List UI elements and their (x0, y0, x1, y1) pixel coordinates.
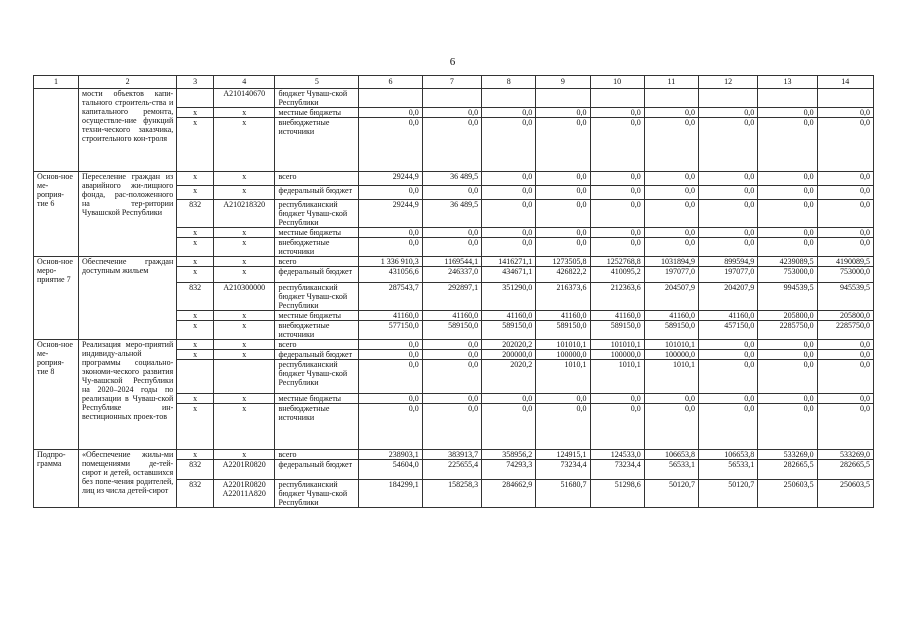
value-cell: 0,0 (422, 360, 481, 394)
funding-source-cell: республиканский бюджет Чуваш-ской Республики (275, 480, 359, 508)
column-header-10: 10 (590, 76, 644, 89)
header-row (34, 76, 874, 89)
value-cell: 101010,1 (644, 340, 698, 350)
value-cell: 0,0 (482, 172, 536, 186)
value-cell: 50120,7 (644, 480, 698, 508)
table-row (34, 172, 874, 186)
value-cell: 0,0 (644, 172, 698, 186)
value-cell: 56533,1 (644, 460, 698, 480)
ministry-code-cell: х (177, 257, 214, 267)
column-header-7: 7 (422, 76, 481, 89)
value-cell: 2020,2 (482, 360, 536, 394)
value-cell: 0,0 (482, 108, 536, 118)
value-cell: 0,0 (590, 200, 644, 228)
ministry-code-cell: 832 (177, 283, 214, 311)
value-cell: 4190089,5 (817, 257, 873, 267)
table-row (34, 257, 874, 267)
value-cell: 184299,1 (359, 480, 422, 508)
column-header-13: 13 (758, 76, 817, 89)
value-cell: 0,0 (758, 118, 817, 172)
value-cell: 0,0 (359, 340, 422, 350)
ministry-code-cell: х (177, 394, 214, 404)
value-cell: 0,0 (590, 172, 644, 186)
value-cell: 0,0 (698, 118, 757, 172)
value-cell: 0,0 (536, 228, 590, 238)
value-cell: 0,0 (590, 238, 644, 257)
funding-source-cell: внебюджетные источники (275, 238, 359, 257)
column-header-5: 5 (275, 76, 359, 89)
value-cell: 238903,1 (359, 450, 422, 460)
value-cell: 0,0 (817, 404, 873, 450)
value-cell: 994539,5 (758, 283, 817, 311)
event-name-cell: Переселение граждан из аварийного жи-лищного фонда, рас-положенного на тер-ритории Чувашской Республики (79, 172, 177, 257)
value-cell: 0,0 (359, 360, 422, 394)
value-cell: 0,0 (758, 394, 817, 404)
target-code-cell: А210218320 (214, 200, 275, 228)
value-cell: 0,0 (590, 394, 644, 404)
value-cell: 284662,9 (482, 480, 536, 508)
value-cell: 0,0 (698, 186, 757, 200)
ministry-code-cell: х (177, 172, 214, 186)
ministry-code-cell: 832 (177, 480, 214, 508)
value-cell: 36 489,5 (422, 200, 481, 228)
value-cell: 0,0 (422, 340, 481, 350)
column-header-14: 14 (817, 76, 873, 89)
value-cell: 282665,5 (817, 460, 873, 480)
value-cell: 41160,0 (698, 311, 757, 321)
value-cell: 0,0 (482, 394, 536, 404)
value-cell: 431056,6 (359, 267, 422, 283)
value-cell (422, 89, 481, 108)
value-cell: 0,0 (482, 238, 536, 257)
value-cell: 0,0 (482, 200, 536, 228)
table-row (34, 89, 874, 108)
target-code-cell: х (214, 450, 275, 460)
value-cell: 51298,6 (590, 480, 644, 508)
value-cell: 589150,0 (482, 321, 536, 340)
value-cell: 457150,0 (698, 321, 757, 340)
ministry-code-cell: х (177, 311, 214, 321)
value-cell: 1169544,1 (422, 257, 481, 267)
value-cell: 589150,0 (590, 321, 644, 340)
value-cell: 426822,2 (536, 267, 590, 283)
value-cell: 0,0 (536, 404, 590, 450)
funding-source-cell: республиканский бюджет Чуваш-ской Республики (275, 283, 359, 311)
value-cell: 197077,0 (644, 267, 698, 283)
value-cell: 0,0 (536, 108, 590, 118)
target-code-cell: х (214, 228, 275, 238)
ministry-code-cell (177, 360, 214, 394)
target-code-cell: А2201R0820 (214, 460, 275, 480)
target-code-cell: х (214, 257, 275, 267)
value-cell: 0,0 (536, 394, 590, 404)
event-name-cell: мости объектов капи-тального строитель-ства и капитального ремонта, осуществле-ние функций техни-ческого заказчика, строительного кон-троля (79, 89, 177, 172)
value-cell: 577150,0 (359, 321, 422, 340)
value-cell: 41160,0 (359, 311, 422, 321)
value-cell: 56533,1 (698, 460, 757, 480)
value-cell: 0,0 (359, 186, 422, 200)
value-cell: 200000,0 (482, 350, 536, 360)
value-cell: 29244,9 (359, 200, 422, 228)
event-name-cell: Реализация меро-приятий индивиду-альной программы социально-экономи-ческого развития Чу-вашской Республики на 2020–2024 годы по реализации в Чуваш-ской Республике ин-вестиционных проек-тов (79, 340, 177, 450)
value-cell: 410095,2 (590, 267, 644, 283)
value-cell: 0,0 (359, 404, 422, 450)
value-cell: 124915,1 (536, 450, 590, 460)
value-cell: 0,0 (644, 394, 698, 404)
value-cell: 0,0 (359, 238, 422, 257)
value-cell: 106653,8 (698, 450, 757, 460)
value-cell: 101010,1 (590, 340, 644, 350)
value-cell: 54604,0 (359, 460, 422, 480)
value-cell: 1 336 910,3 (359, 257, 422, 267)
ministry-code-cell: 832 (177, 460, 214, 480)
value-cell: 0,0 (590, 404, 644, 450)
funding-source-cell: местные бюджеты (275, 228, 359, 238)
value-cell: 945539,5 (817, 283, 873, 311)
value-cell: 358956,2 (482, 450, 536, 460)
value-cell: 2285750,0 (817, 321, 873, 340)
value-cell: 250603,5 (817, 480, 873, 508)
value-cell: 0,0 (817, 350, 873, 360)
value-cell: 0,0 (698, 360, 757, 394)
value-cell: 0,0 (817, 340, 873, 350)
funding-source-cell: всего (275, 450, 359, 460)
value-cell: 73234,4 (536, 460, 590, 480)
value-cell: 0,0 (422, 404, 481, 450)
value-cell: 41160,0 (482, 311, 536, 321)
value-cell (590, 89, 644, 108)
value-cell: 0,0 (817, 172, 873, 186)
value-cell: 0,0 (758, 200, 817, 228)
column-header-6: 6 (359, 76, 422, 89)
value-cell: 124533,0 (590, 450, 644, 460)
value-cell (644, 89, 698, 108)
funding-source-cell: федеральный бюджет (275, 186, 359, 200)
value-cell: 0,0 (817, 360, 873, 394)
value-cell: 533269,0 (817, 450, 873, 460)
target-code-cell: х (214, 172, 275, 186)
event-type-cell: Основ-ное меро-приятие 7 (34, 257, 79, 340)
value-cell: 101010,1 (536, 340, 590, 350)
value-cell: 753000,0 (817, 267, 873, 283)
value-cell: 0,0 (536, 172, 590, 186)
value-cell: 0,0 (758, 186, 817, 200)
value-cell: 0,0 (422, 108, 481, 118)
funding-source-cell: внебюджетные источники (275, 321, 359, 340)
target-code-cell (214, 360, 275, 394)
value-cell: 212363,6 (590, 283, 644, 311)
value-cell: 106653,8 (644, 450, 698, 460)
value-cell: 0,0 (644, 108, 698, 118)
funding-source-cell: внебюджетные источники (275, 118, 359, 172)
target-code-cell: х (214, 267, 275, 283)
funding-source-cell: всего (275, 172, 359, 186)
column-header-2: 2 (79, 76, 177, 89)
value-cell: 204207,9 (698, 283, 757, 311)
value-cell (698, 89, 757, 108)
value-cell: 0,0 (758, 360, 817, 394)
value-cell: 434671,1 (482, 267, 536, 283)
funding-source-cell: республиканский бюджет Чуваш-ской Республики (275, 200, 359, 228)
value-cell: 0,0 (359, 350, 422, 360)
value-cell: 0,0 (698, 340, 757, 350)
value-cell: 0,0 (758, 340, 817, 350)
value-cell: 29244,9 (359, 172, 422, 186)
table-row (34, 340, 874, 350)
value-cell: 0,0 (590, 186, 644, 200)
value-cell: 899594,9 (698, 257, 757, 267)
value-cell: 383913,7 (422, 450, 481, 460)
value-cell: 0,0 (644, 228, 698, 238)
value-cell: 197077,0 (698, 267, 757, 283)
value-cell (482, 89, 536, 108)
funding-source-cell: всего (275, 257, 359, 267)
value-cell: 74293,3 (482, 460, 536, 480)
target-code-cell: А210300000 (214, 283, 275, 311)
value-cell: 225655,4 (422, 460, 481, 480)
ministry-code-cell: 832 (177, 200, 214, 228)
value-cell: 0,0 (644, 118, 698, 172)
target-code-cell: х (214, 118, 275, 172)
column-header-3: 3 (177, 76, 214, 89)
target-code-cell: х (214, 404, 275, 450)
ministry-code-cell: х (177, 340, 214, 350)
target-code-cell: х (214, 108, 275, 118)
value-cell: 41160,0 (422, 311, 481, 321)
value-cell: 0,0 (758, 238, 817, 257)
value-cell: 0,0 (698, 404, 757, 450)
value-cell: 4239089,5 (758, 257, 817, 267)
value-cell: 1010,1 (590, 360, 644, 394)
page-number: 6 (449, 56, 456, 68)
value-cell: 0,0 (698, 228, 757, 238)
value-cell: 0,0 (817, 118, 873, 172)
value-cell: 0,0 (698, 350, 757, 360)
value-cell: 0,0 (758, 228, 817, 238)
target-code-cell: х (214, 321, 275, 340)
value-cell: 0,0 (590, 118, 644, 172)
target-code-cell: х (214, 350, 275, 360)
value-cell: 0,0 (817, 228, 873, 238)
value-cell: 287543,7 (359, 283, 422, 311)
value-cell: 0,0 (536, 118, 590, 172)
funding-source-cell: федеральный бюджет (275, 460, 359, 480)
target-code-cell: х (214, 311, 275, 321)
value-cell: 0,0 (422, 186, 481, 200)
value-cell: 158258,3 (422, 480, 481, 508)
value-cell: 1031894,9 (644, 257, 698, 267)
target-code-cell: х (214, 186, 275, 200)
funding-source-cell: республиканский бюджет Чуваш-ской Республики (275, 360, 359, 394)
ministry-code-cell: х (177, 186, 214, 200)
value-cell: 250603,5 (758, 480, 817, 508)
funding-source-cell: местные бюджеты (275, 311, 359, 321)
value-cell (817, 89, 873, 108)
value-cell: 0,0 (422, 228, 481, 238)
value-cell: 0,0 (817, 200, 873, 228)
value-cell: 100000,0 (536, 350, 590, 360)
value-cell: 0,0 (590, 228, 644, 238)
funding-source-cell: всего (275, 340, 359, 350)
value-cell: 73234,4 (590, 460, 644, 480)
target-code-cell: х (214, 238, 275, 257)
value-cell: 0,0 (644, 238, 698, 257)
value-cell: 41160,0 (644, 311, 698, 321)
value-cell: 41160,0 (536, 311, 590, 321)
event-type-cell (34, 89, 79, 172)
target-code-cell: х (214, 394, 275, 404)
value-cell: 0,0 (698, 172, 757, 186)
event-name-cell: «Обеспечение жилы-ми помещениями де-тей-сирот и детей, оставшихся без попе-чения родителей, лиц из числа детей-сирот (79, 450, 177, 508)
value-cell: 216373,6 (536, 283, 590, 311)
value-cell: 0,0 (482, 186, 536, 200)
value-cell: 0,0 (758, 350, 817, 360)
value-cell (359, 89, 422, 108)
ministry-code-cell: х (177, 118, 214, 172)
column-header-4: 4 (214, 76, 275, 89)
value-cell: 100000,0 (644, 350, 698, 360)
value-cell: 0,0 (644, 186, 698, 200)
ministry-code-cell: х (177, 350, 214, 360)
event-type-cell: Основ-ное ме-роприя-тие 8 (34, 340, 79, 450)
column-header-9: 9 (536, 76, 590, 89)
value-cell: 0,0 (817, 108, 873, 118)
column-header-12: 12 (698, 76, 757, 89)
value-cell: 0,0 (644, 404, 698, 450)
ministry-code-cell (177, 89, 214, 108)
value-cell: 0,0 (482, 228, 536, 238)
value-cell: 351290,0 (482, 283, 536, 311)
value-cell: 0,0 (422, 118, 481, 172)
value-cell: 0,0 (698, 238, 757, 257)
value-cell: 0,0 (359, 108, 422, 118)
value-cell: 0,0 (422, 394, 481, 404)
value-cell: 0,0 (698, 108, 757, 118)
column-header-11: 11 (644, 76, 698, 89)
table-row (34, 450, 874, 460)
value-cell: 282665,5 (758, 460, 817, 480)
value-cell: 0,0 (817, 186, 873, 200)
ministry-code-cell: х (177, 321, 214, 340)
funding-source-cell: бюджет Чуваш-ской Республики (275, 89, 359, 108)
value-cell: 292897,1 (422, 283, 481, 311)
value-cell: 0,0 (644, 200, 698, 228)
value-cell: 0,0 (698, 200, 757, 228)
value-cell: 1010,1 (644, 360, 698, 394)
ministry-code-cell: х (177, 404, 214, 450)
ministry-code-cell: х (177, 267, 214, 283)
funding-source-cell: местные бюджеты (275, 394, 359, 404)
value-cell: 50120,7 (698, 480, 757, 508)
value-cell: 205800,0 (758, 311, 817, 321)
value-cell: 0,0 (359, 118, 422, 172)
value-cell: 2285750,0 (758, 321, 817, 340)
value-cell: 0,0 (482, 118, 536, 172)
value-cell: 589150,0 (536, 321, 590, 340)
event-name-cell: Обеспечение граждан доступным жильем (79, 257, 177, 340)
value-cell: 533269,0 (758, 450, 817, 460)
value-cell: 0,0 (536, 186, 590, 200)
target-code-cell: А210140670 (214, 89, 275, 108)
funding-source-cell: местные бюджеты (275, 108, 359, 118)
ministry-code-cell: х (177, 108, 214, 118)
budget-table (33, 75, 874, 508)
value-cell: 246337,0 (422, 267, 481, 283)
value-cell: 0,0 (758, 404, 817, 450)
value-cell: 1252768,8 (590, 257, 644, 267)
target-code-cell: А2201R0820 А22011А820 (214, 480, 275, 508)
value-cell (758, 89, 817, 108)
value-cell: 100000,0 (590, 350, 644, 360)
value-cell (536, 89, 590, 108)
value-cell: 589150,0 (422, 321, 481, 340)
value-cell: 0,0 (482, 404, 536, 450)
funding-source-cell: федеральный бюджет (275, 350, 359, 360)
value-cell: 589150,0 (644, 321, 698, 340)
value-cell: 0,0 (758, 108, 817, 118)
value-cell: 0,0 (536, 200, 590, 228)
value-cell: 753000,0 (758, 267, 817, 283)
value-cell: 202020,2 (482, 340, 536, 350)
target-code-cell: х (214, 340, 275, 350)
column-header-1: 1 (34, 76, 79, 89)
value-cell: 0,0 (359, 228, 422, 238)
ministry-code-cell: х (177, 450, 214, 460)
value-cell: 0,0 (590, 108, 644, 118)
event-type-cell: Подпро-грамма (34, 450, 79, 508)
value-cell: 1273505,8 (536, 257, 590, 267)
column-header-8: 8 (482, 76, 536, 89)
value-cell: 0,0 (422, 350, 481, 360)
event-type-cell: Основ-ное ме-роприя-тие 6 (34, 172, 79, 257)
value-cell: 41160,0 (590, 311, 644, 321)
value-cell: 1010,1 (536, 360, 590, 394)
ministry-code-cell: х (177, 238, 214, 257)
value-cell: 205800,0 (817, 311, 873, 321)
value-cell: 36 489,5 (422, 172, 481, 186)
value-cell: 0,0 (422, 238, 481, 257)
value-cell: 0,0 (758, 172, 817, 186)
value-cell: 0,0 (359, 394, 422, 404)
value-cell: 1416271,1 (482, 257, 536, 267)
value-cell: 0,0 (698, 394, 757, 404)
value-cell: 51680,7 (536, 480, 590, 508)
value-cell: 0,0 (536, 238, 590, 257)
value-cell: 204507,9 (644, 283, 698, 311)
value-cell: 0,0 (817, 394, 873, 404)
value-cell: 0,0 (817, 238, 873, 257)
funding-source-cell: внебюджетные источники (275, 404, 359, 450)
ministry-code-cell: х (177, 228, 214, 238)
funding-source-cell: федеральный бюджет (275, 267, 359, 283)
